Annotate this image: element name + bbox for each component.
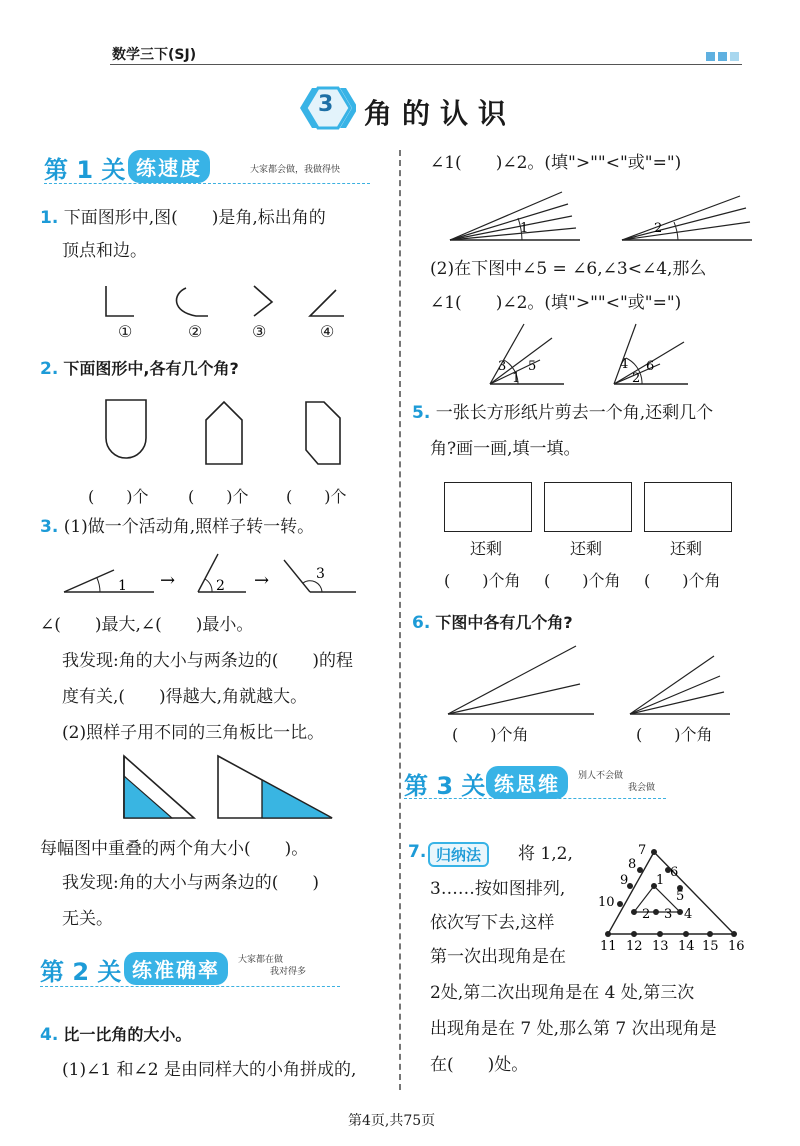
q7-number: 7. <box>408 842 427 862</box>
q6-number: 6. <box>412 613 431 633</box>
q5-number: 5. <box>412 403 431 423</box>
q2-shape-3 <box>306 402 340 464</box>
q7-line2: 3……按如图排列, <box>430 879 566 899</box>
q7-num-5: 5 <box>676 889 685 904</box>
q1-line1 <box>40 203 390 233</box>
q1-label-3: ③ <box>252 322 267 341</box>
q3-number: 3. <box>40 517 59 537</box>
q3-line-b: 我发现:角的大小与两条边的( )的程 <box>62 651 353 671</box>
q7-line3: 依次写下去,这样 <box>430 913 555 933</box>
q3-line-f: 无关。 <box>62 909 113 929</box>
q5-answer-2: ( )个角 <box>544 571 621 590</box>
q4-part1: (1)∠1 和∠2 是由同样大的小角拼成的, <box>62 1060 357 1080</box>
page-footer: 第4页,共75页 <box>348 1113 436 1129</box>
level1-dashline <box>44 183 370 184</box>
q3-arrow-2: → <box>254 570 270 591</box>
q7-num-8: 8 <box>628 857 637 872</box>
q5-remain-2: 还剩 <box>570 539 603 558</box>
column-divider <box>399 150 401 1090</box>
q2-text: 下面图形中,各有几个角? <box>63 359 239 378</box>
q6-text: 下图中各有几个角? <box>435 613 573 632</box>
q7-num-13: 13 <box>652 939 669 952</box>
q1-label-4: ④ <box>320 322 335 341</box>
q5-rectangle-2 <box>544 482 632 532</box>
q7-num-4: 4 <box>684 907 693 922</box>
q7-num-14: 14 <box>678 939 695 952</box>
q2-figures <box>100 396 360 468</box>
q3-triangle-figures <box>118 752 338 824</box>
q7-method-tag: 归纳法 <box>428 842 489 867</box>
q1-label-2: ② <box>188 322 203 341</box>
q4-fan-label-2: 2 <box>654 221 663 236</box>
q3-rotating-angles <box>60 550 360 600</box>
q2-answer-2: ( )个 <box>188 487 249 506</box>
q3-line-a: ∠( )最大,∠( )最小。 <box>40 615 254 635</box>
level3-label: 第 3 关 <box>404 772 486 800</box>
q4-continued: ∠1( )∠2。(填">""<"或"=") <box>430 153 682 173</box>
q6-figures <box>444 640 734 718</box>
q6-answer-2: ( )个角 <box>636 725 713 744</box>
q7-num-2: 2 <box>642 907 651 922</box>
chapter-title: 角的认识 <box>364 97 517 130</box>
level2-dashline <box>40 986 340 987</box>
q4-angle-figures <box>484 320 704 390</box>
level1-slogan: 大家都会做，我做得快 <box>250 165 341 175</box>
q1-number: 1. <box>40 208 59 228</box>
q6-answer-1: ( )个角 <box>452 725 529 744</box>
q3-arrow-1: → <box>160 570 176 591</box>
level2-slogan2: 我对得多 <box>270 967 307 977</box>
q5-answer-3: ( )个角 <box>644 571 721 590</box>
q7-num-12: 12 <box>626 939 643 952</box>
chapter-number: 3 <box>318 92 334 117</box>
book-title: 数学三下(SJ) <box>112 47 197 63</box>
q7-number-wrap <box>408 842 426 862</box>
q5-line2: 角?画一画,填一填。 <box>430 439 581 459</box>
q7-number-triangle <box>594 842 754 952</box>
q4-label-2: 2 <box>632 371 641 386</box>
level1-badge: 练速度 <box>128 150 210 183</box>
q3-line-d: 每幅图中重叠的两个角大小( )。 <box>40 839 309 859</box>
level2-label: 第 2 关 <box>40 958 122 986</box>
q3-part1: (1)做一个活动角,照样子转一转。 <box>63 517 315 537</box>
q1-label-1: ① <box>118 322 133 341</box>
q2-answer-1: ( )个 <box>88 487 149 506</box>
q4-text: 比一比角的大小。 <box>63 1025 192 1044</box>
q7-line5: 2处,第二次出现角是在 4 处,第三次 <box>430 983 695 1003</box>
q4-label-5: 5 <box>528 359 537 374</box>
q7-line7: 在( )处。 <box>430 1055 529 1075</box>
q5-line1 <box>412 398 762 428</box>
q6-line <box>412 610 573 633</box>
q7-num-15: 15 <box>702 939 719 952</box>
q3-line1 <box>40 512 314 542</box>
q4-label-4: 4 <box>620 357 629 372</box>
q4-label-6: 6 <box>646 359 655 374</box>
q3-line-e: 我发现:角的大小与两条边的( ) <box>62 873 319 893</box>
q4-fan-figures <box>446 188 756 246</box>
q7-num-16: 16 <box>728 939 745 952</box>
q4-part2a: (2)在下图中∠5 = ∠6,∠3<∠4,那么 <box>430 259 707 279</box>
q2-answer-3: ( )个 <box>286 487 347 506</box>
q2-shape-2 <box>206 402 242 464</box>
q7-num-3: 3 <box>664 907 673 922</box>
q3-part2: (2)照样子用不同的三角板比一比。 <box>62 723 325 743</box>
q7-num-9: 9 <box>620 873 629 888</box>
q3-angle-label-3: 3 <box>316 566 325 582</box>
q7-num-7: 7 <box>638 843 647 858</box>
q1-figure-4 <box>310 290 344 316</box>
level2-slogan1: 大家都在做 <box>238 955 284 965</box>
q1-text: 下面图形中,图( )是角,标出角的 <box>63 208 326 228</box>
q4-number: 4. <box>40 1025 59 1045</box>
q7-line1: 将 1,2, <box>518 844 573 864</box>
level3-badge: 练思维 <box>486 766 568 799</box>
q1-line2: 顶点和边。 <box>62 241 147 261</box>
q7-num-10: 10 <box>598 895 615 910</box>
header-square <box>718 52 727 61</box>
q4-line <box>40 1022 191 1045</box>
level1-label: 第 1 关 <box>44 156 126 184</box>
q5-text: 一张长方形纸片剪去一个角,还剩几个 <box>435 403 714 423</box>
header-square <box>706 52 715 61</box>
q1-figures <box>96 282 356 322</box>
q1-figure-2 <box>177 288 208 316</box>
q7-num-1: 1 <box>656 873 665 888</box>
q2-number: 2. <box>40 359 59 379</box>
q4-fan-label-1: 1 <box>520 221 529 236</box>
q5-answer-1: ( )个角 <box>444 571 521 590</box>
q7-num-6: 6 <box>670 865 679 880</box>
level3-slogan1: 别人不会做 <box>578 771 624 781</box>
q2-shape-1 <box>106 400 146 458</box>
q5-rectangle-3 <box>644 482 732 532</box>
q3-angle-label-1: 1 <box>118 578 127 594</box>
q7-num-11: 11 <box>600 939 617 952</box>
q5-remain-3: 还剩 <box>670 539 703 558</box>
level2-badge: 练准确率 <box>124 952 228 985</box>
q5-rectangle-1 <box>444 482 532 532</box>
q3-angle-label-2: 2 <box>216 578 225 594</box>
q4-part2b: ∠1( )∠2。(填">""<"或"=") <box>430 293 682 313</box>
q2-line <box>40 356 239 379</box>
q7-line6: 出现角是在 7 处,那么第 7 次出现角是 <box>430 1019 717 1039</box>
q7-line4: 第一次出现角是在 <box>430 947 566 967</box>
q4-label-1: 1 <box>512 371 521 386</box>
q3-line-c: 度有关,( )得越大,角就越大。 <box>62 687 308 707</box>
q4-label-3: 3 <box>498 359 507 374</box>
level3-slogan2: 我会做 <box>628 783 656 793</box>
header-square <box>730 52 739 61</box>
q1-figure-3 <box>254 286 272 316</box>
level3-dashline <box>404 798 666 799</box>
q5-remain-1: 还剩 <box>470 539 503 558</box>
header-rule <box>110 64 742 65</box>
q1-figure-1 <box>106 286 134 316</box>
